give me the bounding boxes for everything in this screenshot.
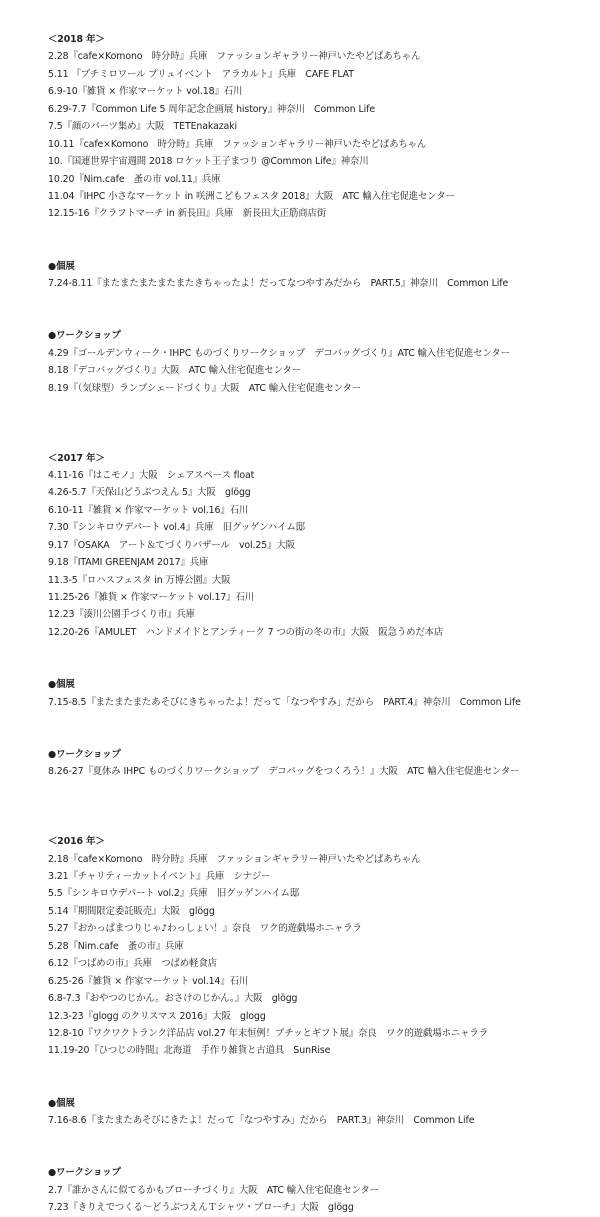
event-entry: 7.30『シンキロウデパート vol.4』兵庫 旧グッゲンハイム邸 — [48, 522, 305, 534]
event-entry: 10.11『cafe×Komono 時分時』兵庫 ファッションギャラリー神戸いたやどばあちゃん — [48, 138, 427, 150]
event-entry: 11.19-20『ひつじの時間』北海道 手作り雑貨と古道具 SunRise — [48, 1045, 331, 1057]
spacer — [48, 641, 580, 658]
spacer — [48, 397, 580, 414]
event-entry: 12.8-10『ワクワクトランク洋品店 vol.27 年末恒例！プチッとギフト展』奈良 ワク的遊戯場ホニャララ — [48, 1027, 488, 1039]
event-entry: 6.9-10『雑貨 × 作家マーケット vol.18』石川 — [48, 86, 243, 98]
event-entry: 5.11 『プチミロワール プリュイベント アラカルト』兵庫 CAFE FLAT — [48, 68, 354, 80]
event-entry: 2.18『cafe×Komono 時分時』兵庫 ファッションギャラリー神戸いたやどばあちゃん — [48, 853, 421, 865]
event-entry: 6.25-26『雑貨 × 作家マーケット vol.14』石川 — [48, 975, 249, 987]
spacer — [48, 415, 580, 432]
event-entry: 6.12『つばめの市』兵庫 つばめ軽食店 — [48, 958, 217, 970]
event-entry: 8.19『（気球型）ランプシェードづくり』大阪 ATC 輸入住宅促進センター — [48, 382, 362, 394]
event-entry: 11.3-5『ロハスフェスタ in 万博公園』大阪 — [48, 574, 231, 586]
event-entry: 5.5『シンキロウデパート vol.2』兵庫 旧グッゲンハイム邸 — [48, 888, 300, 900]
event-entry: 9.18『ITAMI GREENJAM 2017』兵庫 — [48, 557, 209, 569]
category-heading: ●ワークショップ — [48, 1167, 121, 1179]
event-entry: 4.11-16『はこモノ』大阪 シェアスペース float — [48, 469, 255, 481]
spacer — [48, 293, 580, 310]
spacer — [48, 1077, 580, 1094]
event-entry: 12.3-23『glogg のクリスマス 2016』大阪 glogg — [48, 1010, 266, 1022]
category-heading: ●ワークショップ — [48, 330, 121, 342]
spacer — [48, 223, 580, 240]
event-entry: 4.26-5.7『天保山どうぶつえん 5』大阪 glögg — [48, 487, 251, 499]
event-entry: 7.15-8.5『またまたまたあそびにきちゃったよ！だって「なつやすみ」だから PART.4』神奈川 Common Life — [48, 696, 521, 708]
category-heading: ●ワークショップ — [48, 748, 121, 760]
spacer — [48, 816, 580, 833]
event-entry: 2.7『誰かさんに似てるかもブローチづくり』大阪 ATC 輸入住宅促進センター — [48, 1184, 380, 1196]
spacer — [48, 729, 580, 746]
year-heading: ＜2017 年＞ — [48, 452, 105, 464]
year-heading: ＜2016 年＞ — [48, 836, 105, 848]
category-heading: ●個展 — [48, 1097, 75, 1109]
event-entry: 7.24-8.11『またまたまたまたまたきちゃったよ！だってなつやすみだから PART.5』神奈川 Common Life — [48, 278, 509, 290]
category-heading: ●個展 — [48, 260, 75, 272]
event-entry: 4.29『ゴールデンウィーク・IHPC ものづくりワークショップ デコバッグづくり』ATC 輸入住宅促進センター — [48, 347, 510, 359]
event-entry: 7.5『顔のパーツ集め』大阪 TETEnakazaki — [48, 121, 238, 133]
event-entry: 5.14『期間限定委託販売』大阪 glögg — [48, 905, 215, 917]
event-entry: 7.16-8.6『またまたあそびにきたよ！だって「なつやすみ」だから PART.3』神奈川 Common Life — [48, 1115, 475, 1127]
spacer — [48, 1060, 580, 1077]
event-entry: 10.『国連世界宇宙週間 2018 ロケット王子まつり @Common Life』神奈川 — [48, 156, 369, 168]
event-entry: 6.29-7.7『Common Life 5 周年記念企画展 history』神奈川 Common Life — [48, 103, 375, 115]
event-entry: 8.26-27『夏休み IHPC ものづくりワークショップ デコバッグをつくろう！』大阪 ATC 輸入住宅促進センター — [48, 766, 520, 778]
event-entry: 9.17『OSAKA アート＆てづくりバザール vol.25』大阪 — [48, 539, 295, 551]
event-entry: 6.10-11『雑貨 × 作家マーケット vol.16』石川 — [48, 504, 249, 516]
spacer — [48, 798, 580, 815]
spacer — [48, 781, 580, 798]
event-entry: 7.23『きりえでつくる〜どうぶつえんＴシャツ・ブローチ』大阪 glögg — [48, 1202, 354, 1214]
event-entry: 6.8-7.3『おやつのじかん。おさけのじかん。』大阪 glögg — [48, 993, 298, 1005]
spacer — [48, 310, 580, 327]
event-entry: 2.28『cafe×Komono 時分時』兵庫 ファッションギャラリー神戸いたやどばあちゃん — [48, 51, 421, 63]
category-heading: ●個展 — [48, 679, 75, 691]
spacer — [48, 1130, 580, 1147]
spacer — [48, 1147, 580, 1164]
event-entry: 3.21『チャリティーカットイベント』兵庫 シナジー — [48, 871, 271, 882]
event-entry: 11.25-26『雑貨 × 作家マーケット vol.17』石川 — [48, 592, 255, 603]
event-entry: 8.18『デコバッグづくり』大阪 ATC 輸入住宅促進センター — [48, 365, 302, 377]
year-heading: ＜2018 年＞ — [48, 34, 105, 45]
event-entry: 12.20-26『AMULET ハンドメイドとアンティーク 7 つの街の冬の市』大阪 阪急うめだ本店 — [48, 626, 444, 638]
spacer — [48, 432, 580, 449]
spacer — [48, 240, 580, 257]
event-entry: 5.27『おかっぱまつりじゃ♪わっしょい！』奈良 ワク的遊戯場ホニャララ — [48, 923, 362, 935]
event-entry: 12.15-16『クラフトマーチ in 新長田』兵庫 新長田大正筋商店街 — [48, 208, 327, 220]
spacer — [48, 711, 580, 728]
event-entry: 5.28『Nim.cafe 蚤の市』兵庫 — [48, 940, 184, 952]
event-entry: 11.04『IHPC 小さなマーケット in 咲洲こどもフェスタ 2018』大阪 ATC 輸入住宅促進センター — [48, 190, 455, 202]
spacer — [48, 659, 580, 676]
event-entry: 12.23『湊川公園手づくり市』兵庫 — [48, 609, 195, 621]
event-entry: 10.20『Nim.cafe 蚤の市 vol.11』兵庫 — [48, 173, 221, 185]
